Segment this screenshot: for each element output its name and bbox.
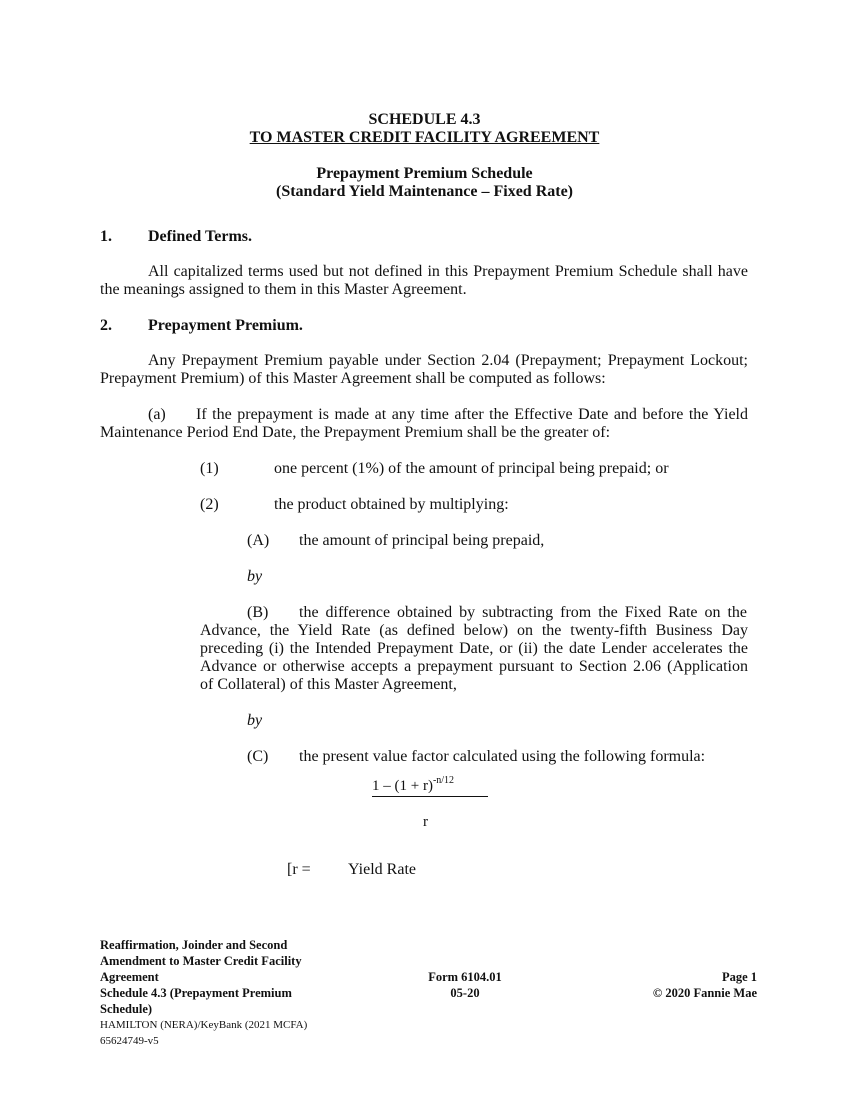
footer-left-line-3: Agreement: [100, 970, 159, 984]
footer-doc-id: 65624749-v5: [100, 1035, 159, 1047]
schedule-subtitle2: (Standard Yield Maintenance – Fixed Rate): [275, 183, 573, 200]
footer-doc-ref: HAMILTON (NERA)/KeyBank (2021 MCFA): [100, 1019, 308, 1031]
item-1-label: (1): [200, 460, 219, 477]
clause-a-label: (a): [148, 406, 166, 423]
formula-exponent: -n/12: [432, 775, 455, 786]
item-2-label: (2): [200, 496, 219, 513]
schedule-subtitle-text: TO MASTER CREDIT FACILITY AGREEMENT: [249, 129, 600, 146]
footer-page-number: Page 1: [721, 970, 757, 984]
footer-form-number: Form 6104.01: [428, 970, 502, 984]
schedule-subtitle: [0, 129, 849, 147]
r-definition-label: [r =: [287, 861, 311, 878]
r-definition-text: Yield Rate: [348, 861, 416, 878]
sub-C-label: (C): [247, 748, 269, 765]
section-2-number: 2.: [100, 317, 112, 334]
section-1-line-1: All capitalized terms used but not defined in this Prepayment Premium Schedule shall have: [148, 263, 748, 280]
footer-copyright: © 2020 Fannie Mae: [652, 986, 757, 1000]
section-2-line-1: Any Prepayment Premium payable under Section 2.04 (Prepayment; Prepayment Lockout;: [148, 352, 748, 369]
section-1-heading: Defined Terms.: [148, 228, 252, 245]
sub-B-line-5: of Collateral) of this Master Agreement,: [200, 676, 457, 693]
footer-left-line-1: Reaffirmation, Joinder and Second: [100, 938, 288, 952]
item-1-text: one percent (1%) of the amount of principal being prepaid; or: [274, 460, 669, 477]
sub-C-text: the present value factor calculated using the following formula:: [299, 748, 706, 765]
footer-left-line-4: Schedule 4.3 (Prepayment Premium: [100, 986, 292, 1000]
footer-left: [100, 937, 307, 1049]
section-2-heading: Prepayment Premium.: [148, 317, 303, 334]
schedule-title: Prepayment Premium Schedule: [316, 165, 533, 182]
footer-form-date: 05-20: [450, 986, 480, 1000]
section-2-line-2: Prepayment Premium) of this Master Agreement shall be computed as follows:: [100, 370, 606, 387]
sub-B-label: (B): [247, 604, 269, 621]
clause-a-line-2: Maintenance Period End Date, the Prepayment Premium shall be the greater of:: [100, 424, 611, 441]
footer-left-line-2: Amendment to Master Credit Facility: [100, 954, 302, 968]
by-connector-2: by: [247, 712, 263, 729]
sub-B-line-4: Advance or otherwise accepts a prepayment pursuant to Section 2.06 (Application: [200, 658, 748, 675]
section-1-line-2: the meanings assigned to them in this Master Agreement.: [100, 281, 467, 298]
by-connector-1: by: [247, 568, 263, 585]
sub-A-text: the amount of principal being prepaid,: [299, 532, 545, 549]
formula-denominator: r: [423, 814, 428, 830]
formula-numerator: [372, 775, 488, 797]
footer-left-line-5: Schedule): [100, 1002, 153, 1016]
schedule-number: SCHEDULE 4.3: [368, 111, 481, 128]
sub-B-line-1: the difference obtained by subtracting from the Fixed Rate on the: [299, 604, 747, 621]
formula-numerator-text: 1 – (1 + r): [372, 778, 433, 794]
sub-B-line-3: preceding (i) the Intended Prepayment Date, or (ii) the date Lender accelerates the: [200, 640, 748, 657]
section-1-number: 1.: [100, 228, 112, 245]
clause-a-line-1: If the prepayment is made at any time after the Effective Date and before the Yield: [196, 406, 748, 423]
sub-A-label: (A): [247, 532, 270, 549]
sub-B-line-2: Advance, the Yield Rate (as defined below) on the twenty-fifth Business Day: [200, 622, 748, 639]
item-2-text: the product obtained by multiplying:: [274, 496, 509, 513]
